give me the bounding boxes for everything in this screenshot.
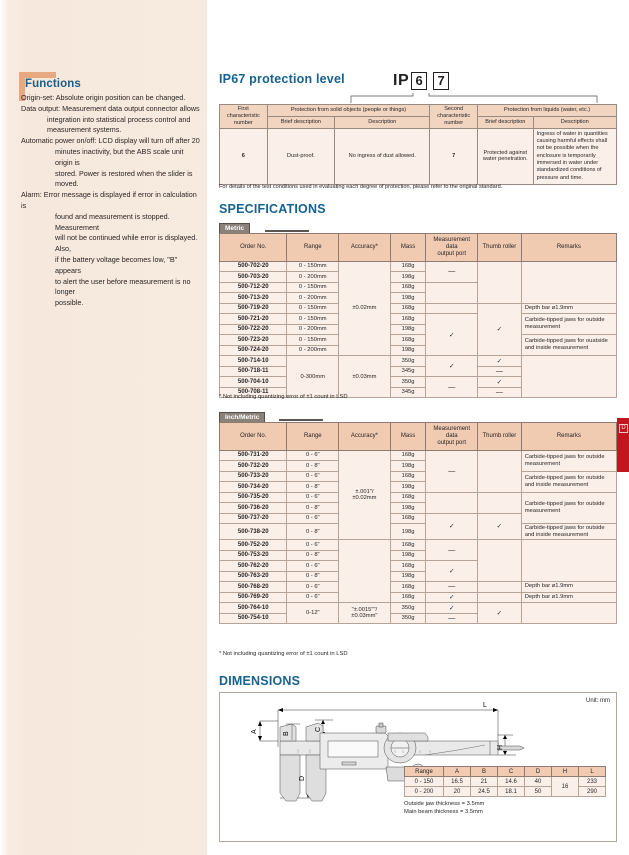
cell-mass: 168g [390,492,426,503]
table-row [220,356,617,367]
cell-range: 0 - 8" [287,571,339,582]
table-row [220,592,617,603]
cell-output-port: ✓ [426,356,478,377]
table-row [220,471,617,482]
page-section-tab[interactable] [617,418,629,472]
cell-thumb-roller: ✓ [478,356,522,367]
function-cont: minutes inactivity, but the ABS scale unit origin is [55,146,184,167]
cell-order-no: 500-724-20 [220,345,287,356]
cell-range: 0 - 150mm [287,303,339,314]
cell-range: 0 - 6" [287,582,339,593]
cell-accuracy [339,540,391,603]
header-output-port: Measurement data output port [426,423,478,451]
cell-first-brief: Dust-proof. [267,128,334,184]
metric-tab-rule [265,230,309,232]
cell-order-no: 500-723-20 [220,335,287,346]
dimensions-notes [404,801,484,817]
section-tab-letter: D [619,424,628,433]
function-label: Origin-set: [21,93,55,102]
ip67-code-graphic [393,72,449,94]
cell-remarks: Carbide-tipped jaws for outside measurement [521,450,616,471]
cell-range: 0-12" [287,603,339,624]
table-row [220,335,617,346]
header-accuracy: Accuracy* [339,423,391,451]
cell-thumb-roller: ✓ [478,513,522,539]
table-header-row [405,767,606,777]
cell-mass: 198g [390,482,426,493]
cell-order-no: 500-702-20 [220,261,287,272]
cell-accuracy: ±0.03mm [339,356,391,398]
cell-order-no: 500-754-10 [220,613,287,624]
cell-remarks: Depth bar ø1.9mm [521,592,616,603]
cell-mass: 198g [390,524,426,540]
specifications-section-title: SPECIFICATIONS [219,202,326,216]
dimension-note: Outside jaw thickness = 3.5mm [404,801,485,807]
cell-output-port [426,303,478,314]
header-thumb-roller: Thumb roller [478,234,522,262]
header-c: C [498,767,525,777]
cell-order-no: 500-719-20 [220,303,287,314]
cell-c: 14.6 [498,777,525,787]
cell-output-port: — [426,540,478,561]
cell-order-no: 500-722-20 [220,324,287,335]
inch-table-footnote: * Not including quantizing error of ±1 count in LSD [219,651,348,657]
cell-range: 0 - 8" [287,461,339,472]
header-second-characteristic: Second characteristic number [430,105,478,129]
cell-mass: 198g [390,461,426,472]
cell-range: 0 - 8" [287,524,339,540]
cell-mass: 198g [390,503,426,514]
cell-range: 0 - 150mm [287,314,339,325]
cell-output-port: — [426,613,478,624]
function-cont: stored. Power is restored when the slider is moved. [55,168,193,189]
label-C: C [315,726,322,732]
cell-order-no: 500-718-11 [220,366,287,377]
cell-remarks: Depth bar ø1.9mm [521,303,616,314]
cell-thumb-roller [478,261,522,303]
cell-thumb-roller [478,492,522,513]
label-L: L [483,702,487,709]
cell-thumb-roller [478,540,522,582]
cell-d: 50 [525,787,552,797]
cell-mass: 168g [390,314,426,325]
cell-mass: 198g [390,293,426,304]
header-order-no: Order No. [220,234,287,262]
main-content [207,0,629,855]
cell-output-port: ✓ [426,603,478,614]
cell-output-port [426,492,478,513]
header-order-no: Order No. [220,423,287,451]
cell-second-number: 7 [430,128,478,184]
cell-order-no: 500-769-20 [220,592,287,603]
cell-mass: 350g [390,377,426,388]
label-D: D [299,775,306,781]
ip67-table [219,104,617,185]
cell-mass: 345g [390,366,426,377]
header-b: B [471,767,498,777]
cell-mass: 168g [390,582,426,593]
cell-first-desc: No ingress of dust allowed. [335,128,430,184]
cell-l: 290 [579,787,606,797]
cell-b: 24.5 [471,787,498,797]
table-row [220,524,617,540]
header-mass: Mass [390,234,426,262]
cell-mass: 198g [390,345,426,356]
cell-range: 0 - 150mm [287,261,339,272]
cell-range: 0 - 6" [287,540,339,551]
cell-output-port: — [426,450,478,492]
function-cont: found and measurement is stopped. Measurement [55,211,170,232]
cell-mass: 168g [390,282,426,293]
cell-remarks: Carbide-tipped jaws for ouatside and inside measurement [521,335,616,356]
cell-remarks: Carbide-tipped jaws for outside and inside measurement [521,524,616,540]
cell-l: 233 [579,777,606,787]
inch-metric-tab-label: Inch/Metric [219,412,265,423]
ip67-section-title: IP67 protection level [219,72,345,86]
header-range: Range [287,234,339,262]
cell-mass: 350g [390,356,426,367]
cell-order-no: 500-735-20 [220,492,287,503]
cell-output-port: — [426,261,478,282]
header-brief-2: Brief description [478,116,534,128]
cell-order-no: 500-731-20 [220,450,287,461]
cell-range: 0 - 200mm [287,345,339,356]
cell-remarks: Carbide-tipped jaws for outside measurement [521,314,616,335]
cell-order-no: 500-737-20 [220,513,287,524]
cell-order-no: 500-713-20 [220,293,287,304]
cell-range: 0 - 8" [287,503,339,514]
function-item [21,104,201,136]
table-row [220,128,617,184]
header-remarks: Remarks [521,234,616,262]
cell-order-no: 500-734-20 [220,482,287,493]
function-cont: measurement systems. [47,125,122,135]
dimensions-table [404,766,606,797]
function-text: LCD display will turn off after 20 [98,136,200,146]
cell-range: 0 - 6" [287,492,339,503]
cell-order-no: 500-736-20 [220,503,287,514]
cell-mass: 198g [390,324,426,335]
function-cont: integration into statistical process control and [47,114,191,124]
functions-text [21,93,201,309]
cell-thumb-roller [478,592,522,603]
header-remarks: Remarks [521,423,616,451]
header-range: Range [405,767,444,777]
cell-accuracy: ±0.02mm [339,261,391,356]
metric-tab-label: Metric [219,223,250,234]
cell-output-port [426,282,478,303]
cell-order-no: 500-763-20 [220,571,287,582]
header-l: L [579,767,606,777]
table-row [220,314,617,325]
cell-order-no: 500-738-20 [220,524,287,540]
header-a: A [444,767,471,777]
table-row [220,603,617,614]
cell-mass: 168g [390,335,426,346]
table-row [220,450,617,461]
cell-remarks: Carbide-tipped jaws for outside and inside measurement [521,471,616,492]
cell-mass: 345g [390,387,426,398]
cell-order-no: 500-752-20 [220,540,287,551]
table-row [220,582,617,593]
dimensions-section-title: DIMENSIONS [219,674,301,688]
cell-order-no: 500-721-20 [220,314,287,325]
metric-table-footnote: * Not including quantizing error of ±1 count in LSD [219,394,348,400]
cell-mass: 198g [390,272,426,283]
cell-range: 0 - 6" [287,471,339,482]
cell-second-desc: Ingress of water in quantities causing harmful effects shall not be possible when the enclosure is temporarily immersed in water under standardized conditions of pressure and time. [533,128,616,184]
function-cont: will not be continued while error is displayed. Also, [55,233,198,254]
cell-order-no: 500-753-20 [220,550,287,561]
function-label: Automatic power on/off: [21,136,97,146]
cell-remarks [521,261,616,303]
ip67-footnote: For details of the test conditions used in evaluating each degree of protection, please refer to the original standard. [219,184,503,190]
label-A: A [251,729,258,734]
cell-h: 16 [552,777,579,797]
table-row [405,777,606,787]
cell-mass: 168g [390,261,426,272]
function-item [21,93,201,104]
function-item [21,136,201,190]
table-header-row [220,423,617,451]
table-row [220,303,617,314]
cell-range: 0 - 150mm [287,335,339,346]
cell-range: 0 - 200 [405,787,444,797]
cell-output-port: ✓ [426,592,478,603]
cell-order-no: 500-764-10 [220,603,287,614]
cell-mass: 198g [390,550,426,561]
cell-second-brief: Protected against water penetration. [478,128,534,184]
metric-specifications-table [219,233,617,398]
table-row [220,492,617,503]
function-cont: possible. [55,298,84,308]
cell-order-no: 500-708-11 [220,387,287,398]
cell-a: 20 [444,787,471,797]
cell-b: 21 [471,777,498,787]
table-header-row [220,105,617,117]
cell-mass: 198g [390,571,426,582]
cell-thumb-roller: — [478,387,522,398]
header-desc-1: Description [335,116,430,128]
cell-range: 0-300mm [287,356,339,398]
cell-range: 0 - 6" [287,561,339,572]
ip-connector-lines [349,92,629,104]
cell-range: 0 - 150 [405,777,444,787]
cell-range: 0 - 8" [287,550,339,561]
cell-order-no: 500-768-20 [220,582,287,593]
cell-mass: 350g [390,603,426,614]
inch-metric-tab-rule [279,419,323,421]
table-row [220,261,617,272]
ip-second-digit-box: 7 [433,72,449,90]
cell-output-port: ✓ [426,561,478,582]
label-H: H [497,744,504,750]
cell-range: 0 - 200mm [287,324,339,335]
header-liquid-group: Protection from liquids (water, etc.) [478,105,617,117]
table-header-row-2 [220,116,617,128]
table-row [220,540,617,551]
cell-output-port: — [426,582,478,593]
function-text: Measurement data output connector allows [62,103,200,113]
header-accuracy: Accuracy* [339,234,391,262]
cell-mass: 168g [390,513,426,524]
header-range: Range [287,423,339,451]
cell-output-port: ✓ [426,314,478,356]
cell-mass: 168g [390,561,426,572]
header-mass: Mass [390,423,426,451]
unit-label: Unit: mm [586,698,610,704]
cell-mass: 350g [390,613,426,624]
cell-output-port: ✓ [426,513,478,539]
ip-first-digit-box: 6 [411,72,427,90]
header-thumb-roller: Thumb roller [478,423,522,451]
function-text: Error message is displayed if error in calculation is [21,190,197,210]
cell-remarks [521,356,616,398]
cell-order-no: 500-714-10 [220,356,287,367]
cell-range: 0 - 8" [287,482,339,493]
inch-metric-specifications-table [219,422,617,624]
function-item [21,190,201,309]
cell-remarks [521,603,616,624]
function-cont: to alert the user before measurement is no longer [55,276,191,297]
cell-first-number: 6 [220,128,268,184]
cell-order-no: 500-762-20 [220,561,287,572]
dimensions-diagram-box [219,692,617,842]
cell-thumb-roller: ✓ [478,303,522,356]
function-text: Absolute origin position can be changed. [55,93,186,102]
cell-mass: 168g [390,303,426,314]
cell-remarks: Carbide-tipped jaws for outside measurement [521,492,616,524]
left-sidebar-panel [0,0,207,855]
cell-range: 0 - 200mm [287,272,339,283]
cell-mass: 168g [390,471,426,482]
cell-thumb-roller [478,582,522,593]
ip-prefix-label: IP [393,72,410,89]
header-desc-2: Description [533,116,616,128]
cell-range: 0 - 6" [287,592,339,603]
cell-range: 0 - 150mm [287,282,339,293]
header-output-port: Measurement data output port [426,234,478,262]
functions-block [19,72,200,308]
header-solid-group: Protection from solid objects (people or things) [267,105,430,117]
cell-a: 16.5 [444,777,471,787]
cell-accuracy: ±.001"/ ±0.02mm [339,450,391,539]
header-brief-1: Brief description [267,116,334,128]
function-label: Data output: [21,103,61,113]
cell-mass: 168g [390,592,426,603]
header-d: D [525,767,552,777]
cell-mass: 168g [390,450,426,461]
dimension-note: Main beam thickness = 3.5mm [404,808,483,815]
header-first-characteristic: First characteristic number [220,105,268,129]
function-label: Alarm: [21,190,42,200]
cell-order-no: 500-703-20 [220,272,287,283]
cell-order-no: 500-732-20 [220,461,287,472]
label-B: B [283,731,290,736]
cell-accuracy: "±.0015""/ ±0.03mm" [339,603,391,624]
cell-thumb-roller [478,450,522,492]
cell-thumb-roller: ✓ [478,377,522,388]
functions-heading: Functions [25,78,81,90]
cell-output-port: — [426,377,478,398]
cell-range: 0 - 6" [287,450,339,461]
cell-order-no: 500-704-10 [220,377,287,388]
cell-remarks [521,540,616,582]
function-cont: if the battery voltage becomes low, "B" appears [55,254,178,275]
cell-order-no: 500-712-20 [220,282,287,293]
cell-c: 18.1 [498,787,525,797]
cell-range: 0 - 6" [287,513,339,524]
cell-mass: 168g [390,540,426,551]
table-header-row [220,234,617,262]
cell-remarks: Depth bar ø1.9mm [521,582,616,593]
cell-order-no: 500-733-20 [220,471,287,482]
header-h: H [552,767,579,777]
cell-d: 40 [525,777,552,787]
panel-gradient-edge [0,0,9,855]
cell-thumb-roller: — [478,366,522,377]
cell-thumb-roller: ✓ [478,603,522,624]
cell-range: 0 - 200mm [287,293,339,304]
